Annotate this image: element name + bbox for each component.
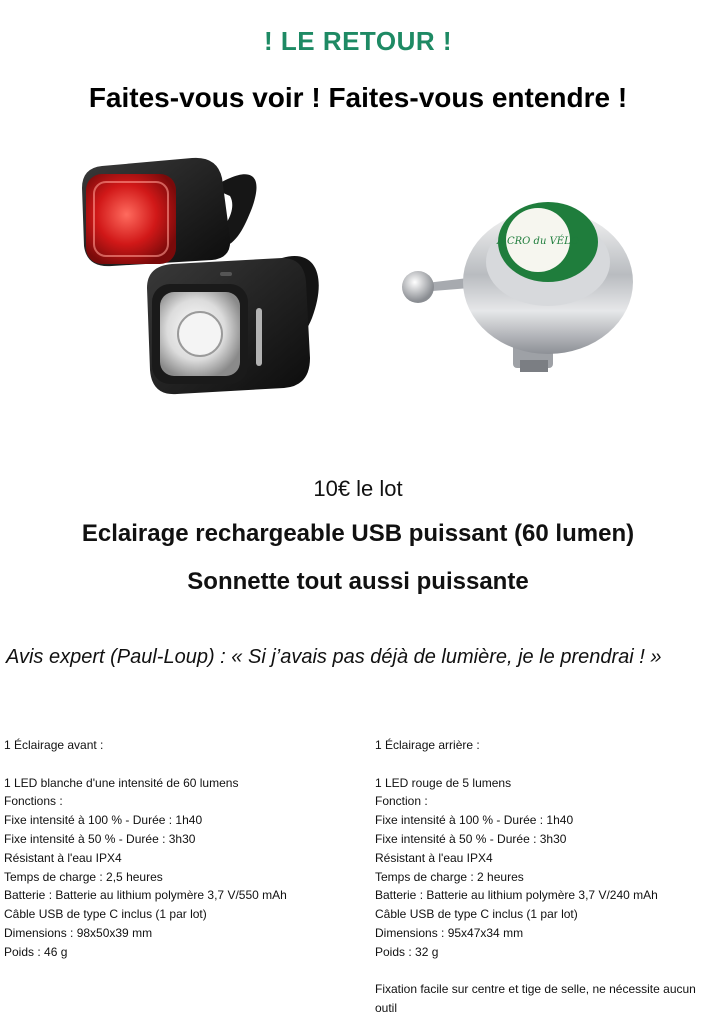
- rear-specs-title: 1 Éclairage arrière :: [375, 738, 480, 752]
- front-light-specs: [4, 736, 354, 962]
- spec-line: Fixe intensité à 100 % - Durée : 1h40: [4, 813, 203, 828]
- rear-specs-footer: Fixation facile sur centre et tige de selle, ne nécessite aucun outil: [375, 982, 696, 1016]
- spec-line: Résistant à l'eau IPX4: [375, 850, 493, 865]
- bike-lights-image: [72, 148, 332, 408]
- price-label: 10€ le lot: [313, 476, 403, 501]
- spec-line: Câble USB de type C inclus (1 par lot): [4, 907, 207, 922]
- spec-line: Fixe intensité à 50 % - Durée : 3h30: [375, 831, 567, 846]
- spec-line: Dimensions : 95x47x34 mm: [375, 925, 524, 940]
- spec-line: Câble USB de type C inclus (1 par lot): [375, 907, 578, 922]
- spec-line: 1 LED rouge de 5 lumens: [375, 775, 512, 790]
- spec-line: Dimensions : 98x50x39 mm: [4, 925, 153, 940]
- tagline: Faites-vous voir ! Faites-vous entendre !: [88, 82, 628, 113]
- banner-title: ! LE RETOUR !: [263, 26, 453, 56]
- feature-bell: Sonnette tout aussi puissante: [187, 568, 529, 595]
- feature-lighting: Eclairage rechargeable USB puissant (60 lumen): [81, 520, 635, 547]
- spec-line: Résistant à l'eau IPX4: [4, 850, 122, 865]
- spec-line: Fixe intensité à 100 % - Durée : 1h40: [375, 813, 574, 828]
- spec-line: Fixe intensité à 50 % - Durée : 3h30: [4, 831, 196, 846]
- spec-line: Batterie : Batterie au lithium polymère 3,7 V/550 mAh: [4, 888, 287, 903]
- spec-line: Fonctions :: [4, 794, 63, 809]
- spec-line: Batterie : Batterie au lithium polymère 3,7 V/240 mAh: [375, 888, 658, 903]
- expert-quote: Avis expert (Paul-Loup) : « Si j’avais pas déjà de lumière, je le prendrai ! »: [6, 646, 662, 668]
- spec-line: Temps de charge : 2,5 heures: [4, 869, 163, 884]
- rear-light-specs: [375, 736, 710, 1018]
- spec-line: Fonction :: [375, 794, 428, 809]
- spec-line: 1 LED blanche d'une intensité de 60 lumens: [4, 775, 239, 790]
- bicycle-bell-image: [398, 192, 638, 392]
- spec-line: Temps de charge : 2 heures: [375, 869, 524, 884]
- spec-line: Poids : 32 g: [375, 944, 439, 959]
- front-specs-title: 1 Éclairage avant :: [4, 738, 104, 752]
- spec-line: Poids : 46 g: [4, 944, 68, 959]
- bell-logo-text: A'CRO du VÉLO: [497, 236, 579, 247]
